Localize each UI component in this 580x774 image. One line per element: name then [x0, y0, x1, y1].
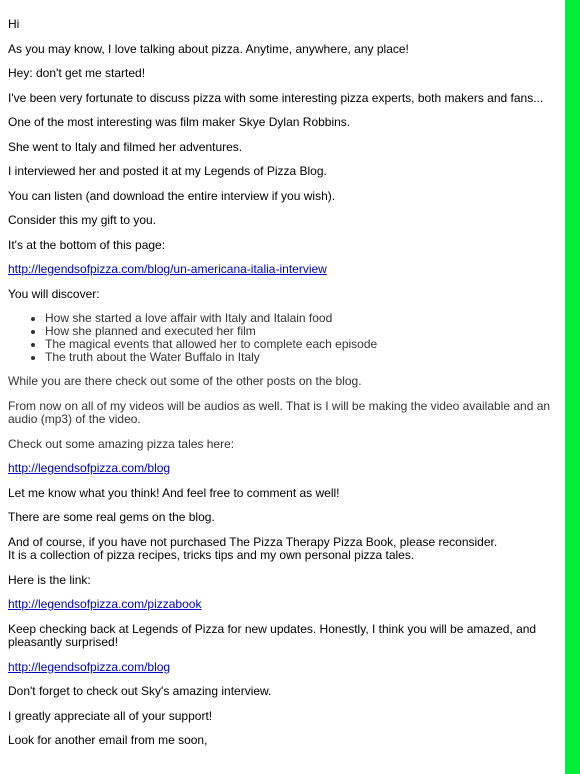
pizzabook-link[interactable]: http://legendsofpizza.com/pizzabook [8, 597, 202, 611]
paragraph: You will discover: [8, 286, 100, 301]
pizzabook-link-paragraph [8, 598, 558, 612]
paragraph: I interviewed her and posted it at my Legends of Pizza Blog. [8, 164, 327, 178]
list-item: • How she planned and executed her film [45, 325, 558, 338]
paragraph: Hey: don't get me started! [8, 66, 146, 80]
paragraph: You can listen (and download the entire interview if you wish). [8, 188, 336, 203]
paragraph: While you are there check out some of the other posts on the blog. [8, 374, 362, 388]
paragraph: There are some real gems on the blog. [8, 510, 215, 524]
paragraph: As you may know, I love talking about pizza. Anytime, anywhere, any place! [8, 41, 409, 56]
greeting: Hi [8, 17, 20, 31]
blog-link[interactable]: http://legendsofpizza.com/blog [8, 659, 171, 674]
paragraph: One of the most interesting was film maker Skye Dylan Robbins. [8, 115, 351, 129]
paragraph: Consider this my gift to you. [8, 213, 157, 227]
list-item: • The truth about the Water Buffalo in Italy [45, 351, 558, 364]
paragraph: Here is the link: [8, 572, 91, 587]
pizzabook-line-1: And of course, if you have not purchased The Pizza Therapy Pizza Book, please reconsider. [8, 534, 498, 549]
paragraph: Don't forget to check out Sky's amazing interview. [8, 684, 272, 698]
paragraph: I've been very fortunate to discuss pizza with some interesting pizza experts, both makers and fans... [8, 90, 544, 105]
list-item: • The magical events that allowed her to complete each episode [45, 338, 558, 351]
interview-link[interactable]: http://legendsofpizza.com/blog/un-americana-italia-interview [8, 262, 327, 276]
paragraph: I greatly appreciate all of your support! [8, 708, 213, 723]
interview-link-paragraph [8, 263, 558, 277]
paragraph: Look for another email from me soon, [8, 733, 208, 747]
blog-link-paragraph [8, 462, 558, 476]
paragraph: Check out some amazing pizza tales here: [8, 436, 235, 451]
discover-list [8, 312, 558, 364]
paragraph: It's at the bottom of this page: [8, 237, 166, 252]
paragraph: From now on all of my videos will be audios as well. That is I will be making the video available and an audio (mp3) of the video. [8, 398, 551, 426]
paragraph: She went to Italy and filmed her adventures. [8, 139, 243, 154]
pizzabook-line-2: It is a collection of pizza recipes, tricks tips and my own personal pizza tales. [8, 548, 415, 562]
paragraph: Keep checking back at Legends of Pizza for new updates. Honestly, I think you will be amazed, and pleasantly surprised! [8, 621, 537, 649]
paragraph: Let me know what you think! And feel free to comment as well! [8, 485, 340, 500]
green-side-bar [565, 0, 580, 774]
email-body [8, 18, 558, 759]
list-item: • How she started a love affair with Italy and Italain food [45, 312, 558, 325]
blog-link[interactable]: http://legendsofpizza.com/blog [8, 461, 171, 475]
blog-link-paragraph [8, 661, 558, 675]
pizzabook-paragraph [8, 536, 558, 563]
